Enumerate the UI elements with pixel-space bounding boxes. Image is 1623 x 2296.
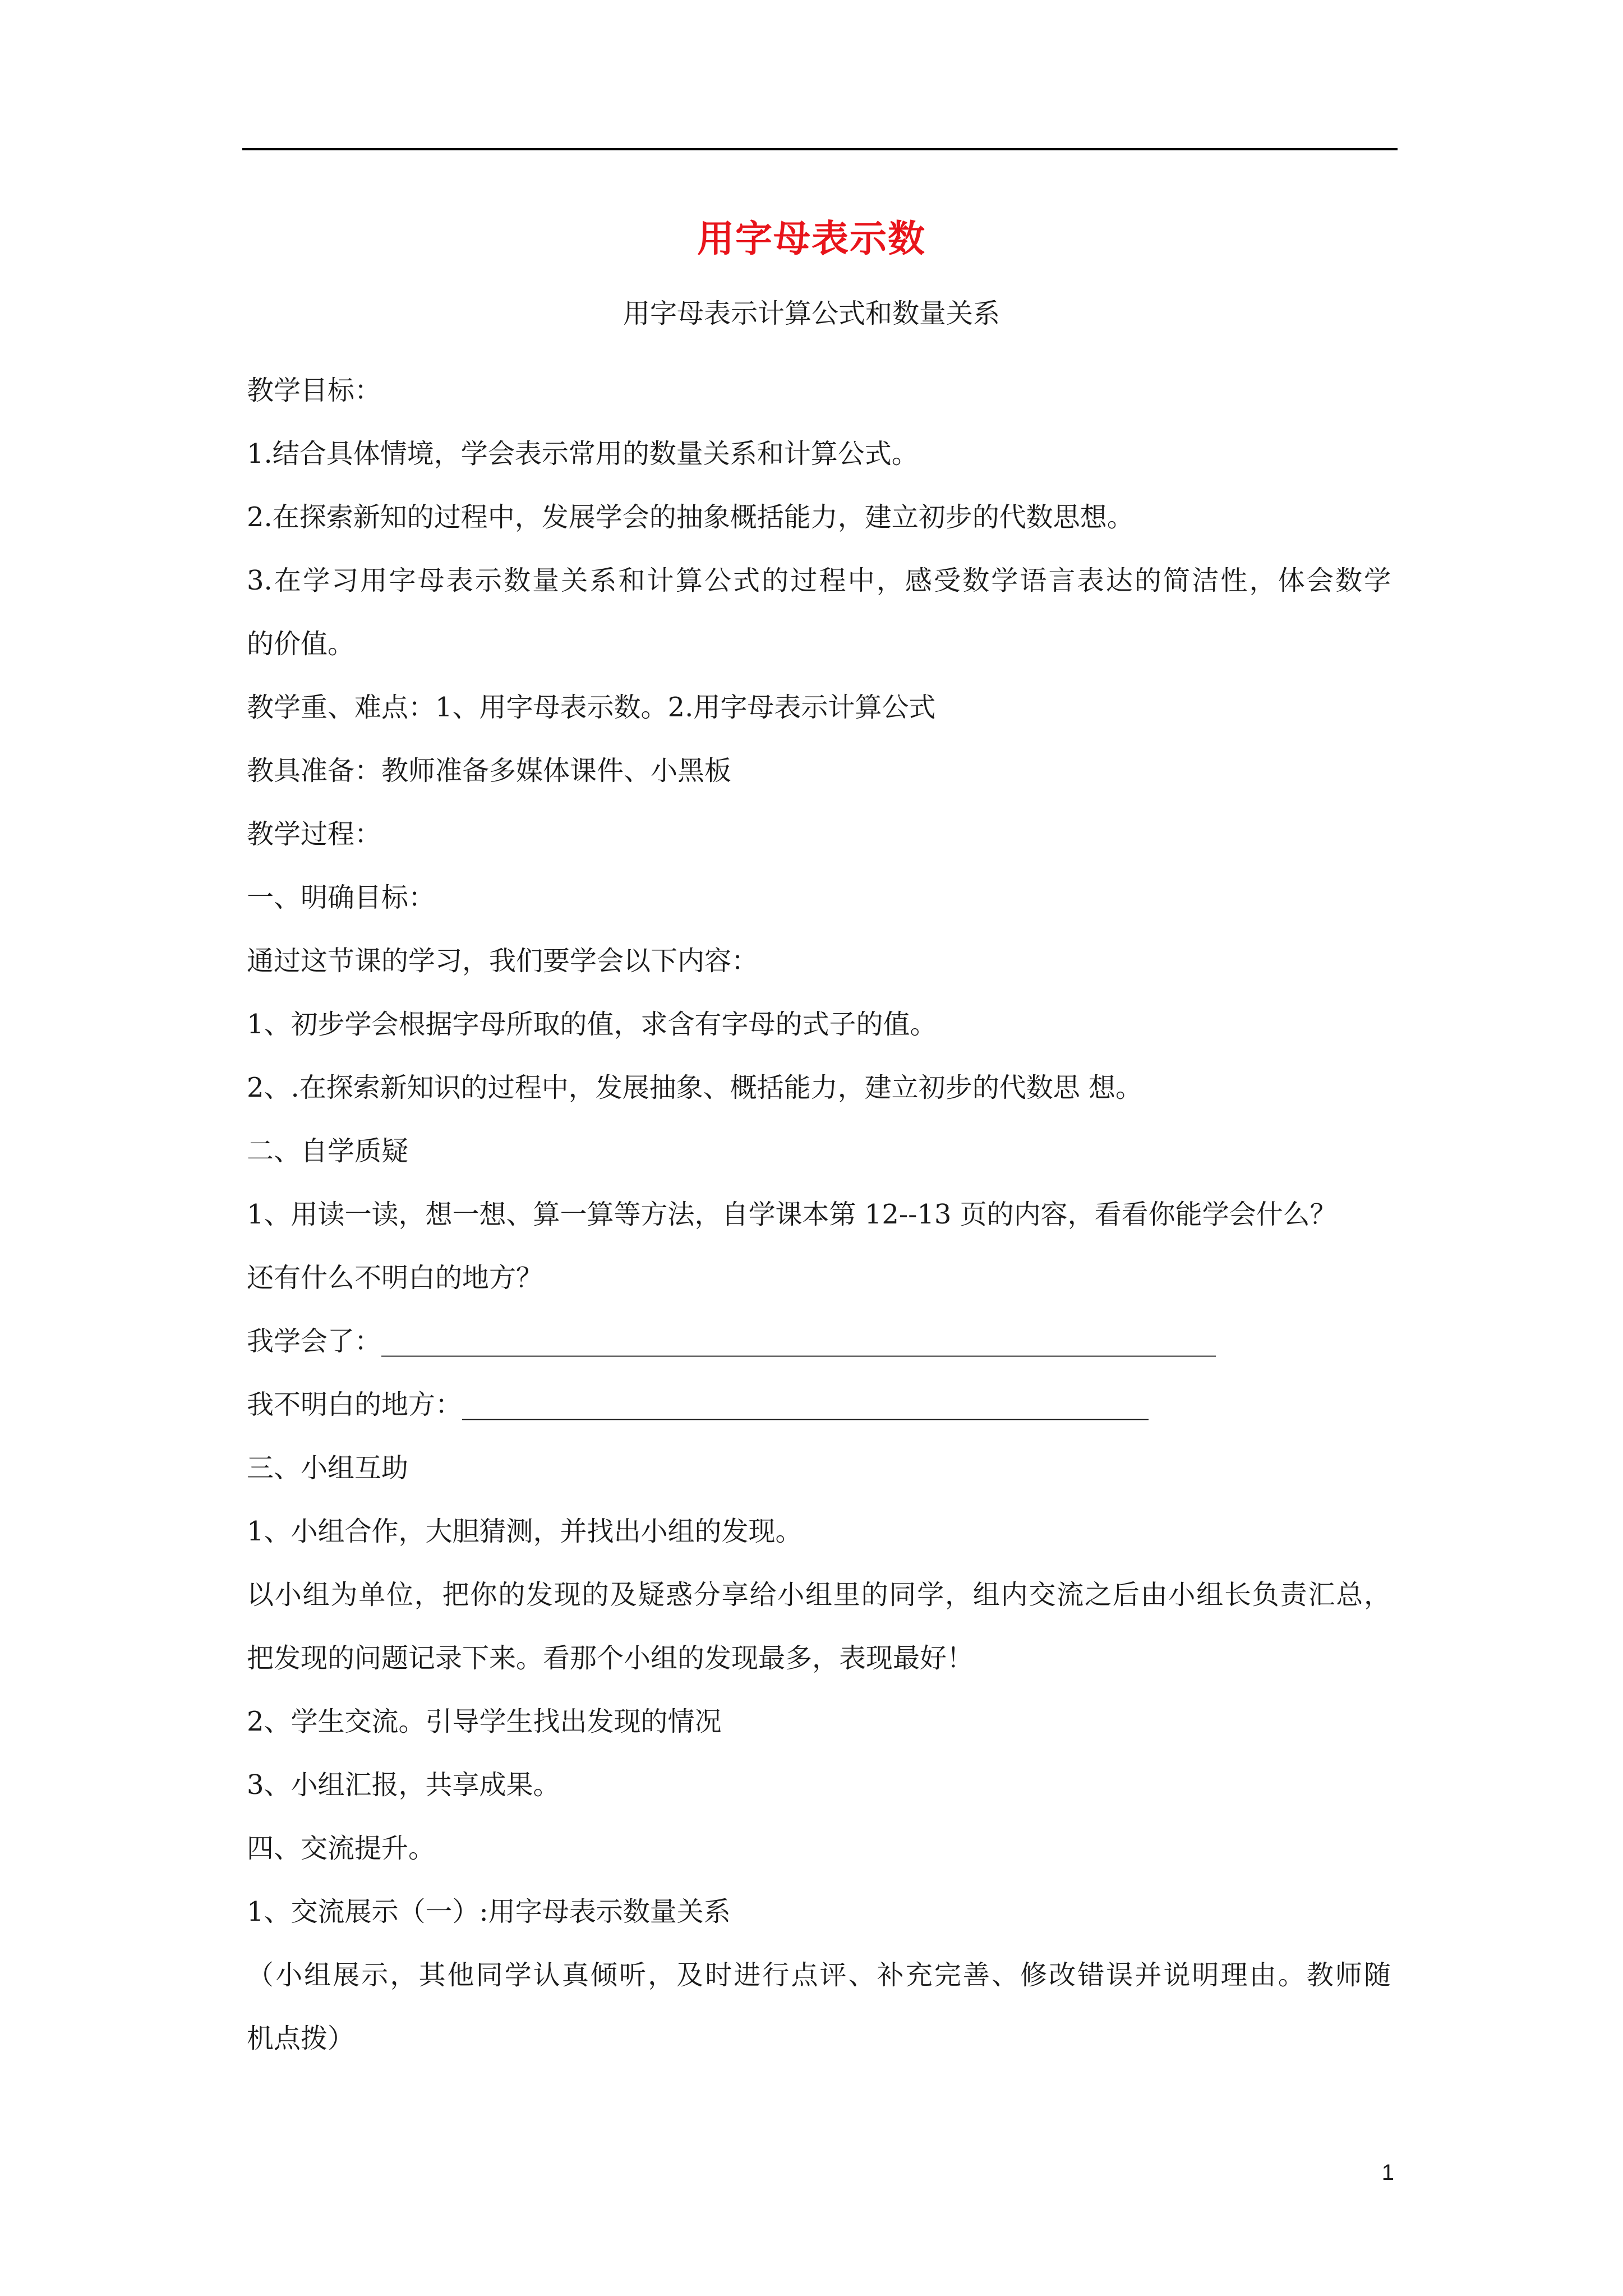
self-study-item-1-continued: 还有什么不明白的地方？ xyxy=(247,1262,543,1294)
objective-item-3: 3.在学习用字母表示数量关系和计算公式的过程中，感受数学语言表达的简洁性，体会数学 xyxy=(247,565,1391,596)
section-heading-3: 三、小组互助 xyxy=(247,1452,409,1484)
objective-item-3-continued: 的价值。 xyxy=(247,628,355,660)
exchange-note: （小组展示，其他同学认真倾听，及时进行点评、补充完善、修改错误并说明理由。教师随 xyxy=(247,1959,1391,1991)
section-heading-4: 四、交流提升。 xyxy=(247,1833,436,1864)
self-study-item-1: 1、用读一读，想一想、算一算等方法，自学课本第 12--13 页的内容，看看你能学会什么？ xyxy=(247,1199,1337,1230)
document-title: 用字母表示数 xyxy=(697,217,926,260)
section-heading-process: 教学过程： xyxy=(247,818,382,850)
goal-item-1: 1、初步学会根据字母所取的值，求含有字母的式子的值。 xyxy=(247,1009,937,1040)
exchange-note-continued: 机点拨） xyxy=(247,2023,355,2054)
goal-item-2: 2、.在探索新知识的过程中，发展抽象、概括能力，建立初步的代数思 想。 xyxy=(247,1072,1143,1103)
group-paragraph-continued: 把发现的问题记录下来。看那个小组的发现最多，表现最好！ xyxy=(247,1642,974,1674)
section-heading-objectives: 教学目标： xyxy=(247,375,382,406)
key-points-paragraph: 教学重、难点：1、用字母表示数。2.用字母表示计算公式 xyxy=(247,692,936,723)
fill-in-learned: 我学会了：______________________________________________________________ xyxy=(247,1326,1216,1357)
document-subtitle: 用字母表示计算公式和数量关系 xyxy=(623,298,1000,329)
group-item-1: 1、小组合作，大胆猜测，并找出小组的发现。 xyxy=(247,1516,803,1547)
objective-item-1: 1.结合具体情境，学会表示常用的数量关系和计算公式。 xyxy=(247,438,919,470)
teaching-aids-paragraph: 教具准备：教师准备多媒体课件、小黑板 xyxy=(247,755,732,786)
group-paragraph: 以小组为单位，把你的发现的及疑惑分享给小组里的同学，组内交流之后由小组长负责汇总， xyxy=(247,1579,1391,1611)
section-heading-1: 一、明确目标： xyxy=(247,882,436,913)
header-rule xyxy=(242,148,1398,150)
section-heading-2: 二、自学质疑 xyxy=(247,1135,409,1167)
group-item-3: 3、小组汇报，共享成果。 xyxy=(247,1769,560,1801)
paragraph-intro: 通过这节课的学习，我们要学会以下内容： xyxy=(247,945,759,977)
group-item-2: 2、学生交流。引导学生找出发现的情况 xyxy=(247,1706,722,1737)
fill-in-unclear: 我不明白的地方：___________________________________________________ xyxy=(247,1389,1149,1420)
page-number: 1 xyxy=(1381,2160,1394,2185)
objective-item-2: 2.在探索新知的过程中，发展学会的抽象概括能力，建立初步的代数思想。 xyxy=(247,501,1134,533)
document-body xyxy=(247,359,1391,2070)
exchange-item-1: 1、交流展示（一）:用字母表示数量关系 xyxy=(247,1896,731,1927)
